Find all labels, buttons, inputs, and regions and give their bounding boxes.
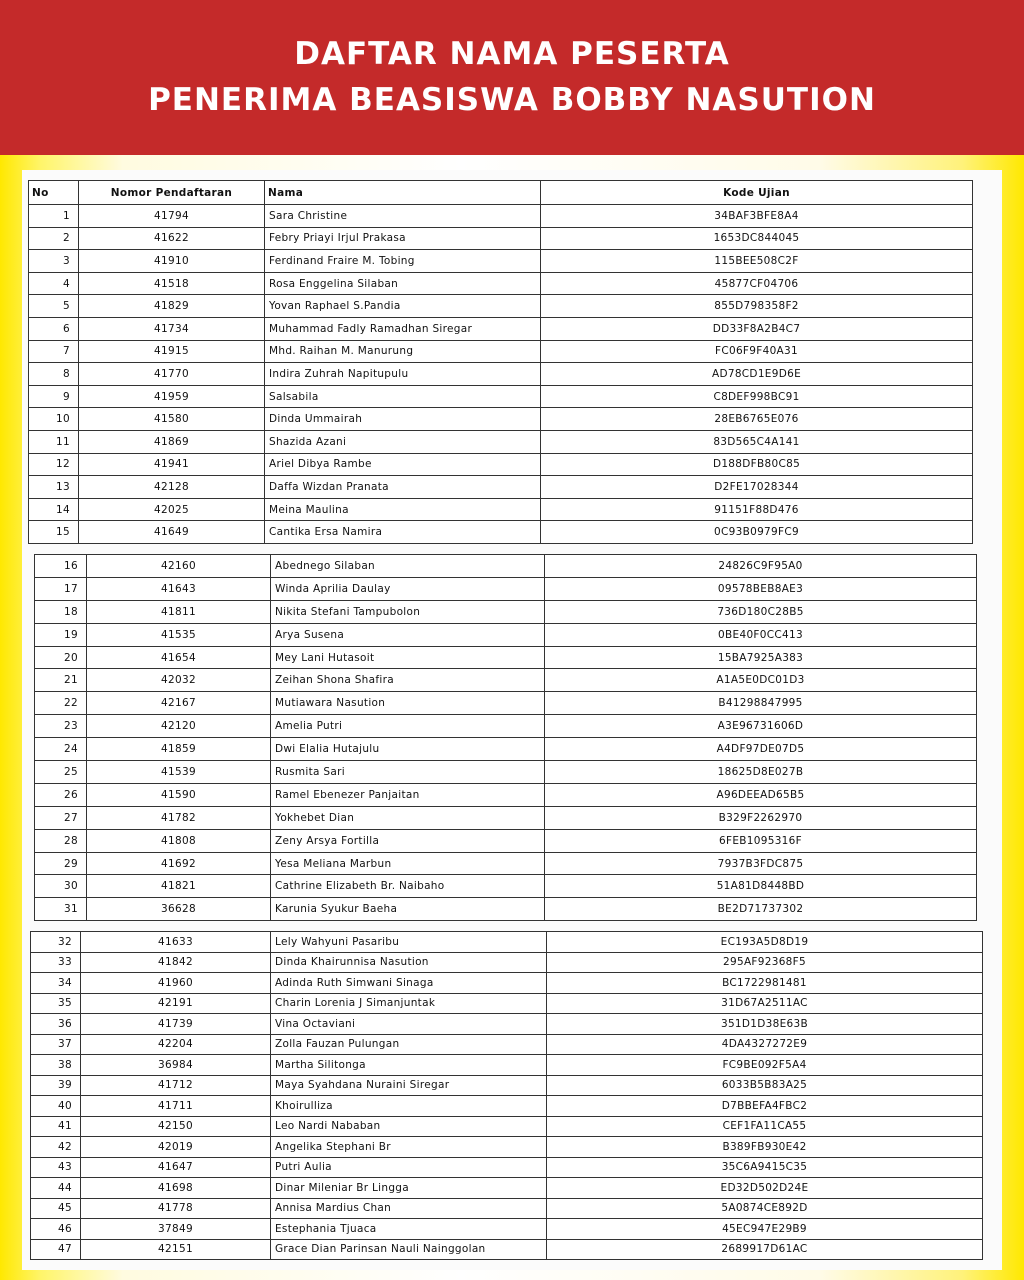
row-no: 4 xyxy=(29,272,79,295)
row-kode-ujian: 35C6A9415C35 xyxy=(547,1157,983,1178)
row-kode-ujian: 1653DC844045 xyxy=(541,227,973,250)
row-nomor-pendaftaran: 37849 xyxy=(81,1219,271,1240)
table-row xyxy=(31,1157,983,1178)
row-kode-ujian: FC06F9F40A31 xyxy=(541,340,973,363)
row-nama: Winda Aprilia Daulay xyxy=(271,577,545,600)
row-nama: Meina Maulina xyxy=(265,498,541,521)
table-row xyxy=(31,973,983,994)
row-kode-ujian: 295AF92368F5 xyxy=(547,952,983,973)
row-kode-ujian: 4DA4327272E9 xyxy=(547,1034,983,1055)
row-no: 47 xyxy=(31,1239,81,1260)
table-row xyxy=(29,272,973,295)
participant-table-section-1 xyxy=(28,180,973,544)
table-row xyxy=(29,205,973,228)
row-nomor-pendaftaran: 41794 xyxy=(79,205,265,228)
row-nomor-pendaftaran: 41821 xyxy=(87,875,271,898)
table-row xyxy=(35,623,977,646)
row-nomor-pendaftaran: 41590 xyxy=(87,783,271,806)
table-row xyxy=(35,761,977,784)
row-no: 41 xyxy=(31,1116,81,1137)
row-no: 6 xyxy=(29,317,79,340)
row-no: 29 xyxy=(35,852,87,875)
row-no: 21 xyxy=(35,669,87,692)
row-nomor-pendaftaran: 41643 xyxy=(87,577,271,600)
row-kode-ujian: 736D180C28B5 xyxy=(545,600,977,623)
table-row xyxy=(31,1055,983,1076)
table-row xyxy=(29,430,973,453)
row-nomor-pendaftaran: 41778 xyxy=(81,1198,271,1219)
row-no: 31 xyxy=(35,898,87,921)
table-row xyxy=(29,363,973,386)
row-nomor-pendaftaran: 42160 xyxy=(87,555,271,578)
row-nomor-pendaftaran: 36628 xyxy=(87,898,271,921)
row-kode-ujian: 28EB6765E076 xyxy=(541,408,973,431)
title-banner xyxy=(0,0,1024,155)
row-kode-ujian: ED32D502D24E xyxy=(547,1178,983,1199)
row-nama: Mutiawara Nasution xyxy=(271,692,545,715)
row-nama: Abednego Silaban xyxy=(271,555,545,578)
row-nomor-pendaftaran: 41518 xyxy=(79,272,265,295)
row-no: 10 xyxy=(29,408,79,431)
table-row xyxy=(29,498,973,521)
row-kode-ujian: 2689917D61AC xyxy=(547,1239,983,1260)
row-no: 45 xyxy=(31,1198,81,1219)
row-kode-ujian: 31D67A2511AC xyxy=(547,993,983,1014)
row-nomor-pendaftaran: 41535 xyxy=(87,623,271,646)
row-no: 38 xyxy=(31,1055,81,1076)
row-nama: Yovan Raphael S.Pandia xyxy=(265,295,541,318)
row-nomor-pendaftaran: 41633 xyxy=(81,932,271,953)
row-kode-ujian: B329F2262970 xyxy=(545,806,977,829)
row-no: 14 xyxy=(29,498,79,521)
row-no: 23 xyxy=(35,715,87,738)
table-row xyxy=(35,600,977,623)
row-kode-ujian: 6033B5B83A25 xyxy=(547,1075,983,1096)
row-kode-ujian: A96DEEAD65B5 xyxy=(545,783,977,806)
row-kode-ujian: AD78CD1E9D6E xyxy=(541,363,973,386)
row-kode-ujian: B41298847995 xyxy=(545,692,977,715)
row-nomor-pendaftaran: 41692 xyxy=(87,852,271,875)
row-nama: Muhammad Fadly Ramadhan Siregar xyxy=(265,317,541,340)
table-row xyxy=(29,453,973,476)
row-kode-ujian: CEF1FA11CA55 xyxy=(547,1116,983,1137)
row-nama: Adinda Ruth Simwani Sinaga xyxy=(271,973,547,994)
row-nama: Annisa Mardius Chan xyxy=(271,1198,547,1219)
row-nomor-pendaftaran: 41739 xyxy=(81,1014,271,1035)
row-kode-ujian: DD33F8A2B4C7 xyxy=(541,317,973,340)
row-kode-ujian: C8DEF998BC91 xyxy=(541,385,973,408)
row-kode-ujian: BC1722981481 xyxy=(547,973,983,994)
row-nomor-pendaftaran: 42167 xyxy=(87,692,271,715)
row-no: 3 xyxy=(29,250,79,273)
row-kode-ujian: 18625D8E027B xyxy=(545,761,977,784)
table-row xyxy=(31,1219,983,1240)
row-kode-ujian: 351D1D38E63B xyxy=(547,1014,983,1035)
row-kode-ujian: D7BBEFA4FBC2 xyxy=(547,1096,983,1117)
row-nama: Yokhebet Dian xyxy=(271,806,545,829)
row-no: 16 xyxy=(35,555,87,578)
row-kode-ujian: B389FB930E42 xyxy=(547,1137,983,1158)
row-nomor-pendaftaran: 42019 xyxy=(81,1137,271,1158)
table-row xyxy=(31,1198,983,1219)
table-row xyxy=(31,1239,983,1260)
row-nomor-pendaftaran: 42128 xyxy=(79,476,265,499)
row-kode-ujian: 5A0874CE892D xyxy=(547,1198,983,1219)
header-nama: Nama xyxy=(265,181,541,205)
table-row xyxy=(29,476,973,499)
row-nama: Rosa Enggelina Silaban xyxy=(265,272,541,295)
table-row xyxy=(29,317,973,340)
row-no: 39 xyxy=(31,1075,81,1096)
row-kode-ujian: A4DF97DE07D5 xyxy=(545,738,977,761)
row-nama: Mey Lani Hutasoit xyxy=(271,646,545,669)
table-row xyxy=(29,250,973,273)
header-nomor-pendaftaran: Nomor Pendaftaran xyxy=(79,181,265,205)
row-nomor-pendaftaran: 41649 xyxy=(79,521,265,544)
table-row xyxy=(35,646,977,669)
row-no: 43 xyxy=(31,1157,81,1178)
table-row xyxy=(29,340,973,363)
row-nama: Ferdinand Fraire M. Tobing xyxy=(265,250,541,273)
row-nama: Charin Lorenia J Simanjuntak xyxy=(271,993,547,1014)
row-nomor-pendaftaran: 42150 xyxy=(81,1116,271,1137)
table-body-section-3 xyxy=(31,932,983,1260)
table-row xyxy=(35,738,977,761)
header-kode-ujian: Kode Ujian xyxy=(541,181,973,205)
table-row xyxy=(29,227,973,250)
row-nomor-pendaftaran: 42120 xyxy=(87,715,271,738)
row-nama: Cathrine Elizabeth Br. Naibaho xyxy=(271,875,545,898)
table-row xyxy=(31,1178,983,1199)
row-nama: Zeihan Shona Shafira xyxy=(271,669,545,692)
row-nama: Febry Priayi Irjul Prakasa xyxy=(265,227,541,250)
row-nomor-pendaftaran: 41698 xyxy=(81,1178,271,1199)
row-kode-ujian: A1A5E0DC01D3 xyxy=(545,669,977,692)
row-nama: Nikita Stefani Tampubolon xyxy=(271,600,545,623)
row-nomor-pendaftaran: 41869 xyxy=(79,430,265,453)
row-nama: Vina Octaviani xyxy=(271,1014,547,1035)
row-kode-ujian: 0C93B0979FC9 xyxy=(541,521,973,544)
row-nomor-pendaftaran: 42025 xyxy=(79,498,265,521)
table-body-section-2 xyxy=(35,555,977,921)
row-no: 25 xyxy=(35,761,87,784)
table-row xyxy=(31,1096,983,1117)
row-nomor-pendaftaran: 41915 xyxy=(79,340,265,363)
row-nama: Leo Nardi Nababan xyxy=(271,1116,547,1137)
row-no: 2 xyxy=(29,227,79,250)
table-row xyxy=(35,875,977,898)
row-no: 36 xyxy=(31,1014,81,1035)
table-row xyxy=(29,408,973,431)
row-nama: Dinar Mileniar Br Lingga xyxy=(271,1178,547,1199)
table-row xyxy=(29,521,973,544)
table-row xyxy=(35,806,977,829)
row-nomor-pendaftaran: 41959 xyxy=(79,385,265,408)
row-no: 30 xyxy=(35,875,87,898)
row-nama: Putri Aulia xyxy=(271,1157,547,1178)
row-nomor-pendaftaran: 41910 xyxy=(79,250,265,273)
row-no: 26 xyxy=(35,783,87,806)
table-row xyxy=(35,898,977,921)
row-no: 44 xyxy=(31,1178,81,1199)
row-nama: Amelia Putri xyxy=(271,715,545,738)
row-no: 42 xyxy=(31,1137,81,1158)
row-nama: Rusmita Sari xyxy=(271,761,545,784)
row-nomor-pendaftaran: 41712 xyxy=(81,1075,271,1096)
row-no: 27 xyxy=(35,806,87,829)
row-kode-ujian: 45EC947E29B9 xyxy=(547,1219,983,1240)
row-nomor-pendaftaran: 41859 xyxy=(87,738,271,761)
row-nama: Zeny Arsya Fortilla xyxy=(271,829,545,852)
row-nama: Angelika Stephani Br xyxy=(271,1137,547,1158)
row-nomor-pendaftaran: 41647 xyxy=(81,1157,271,1178)
row-nomor-pendaftaran: 41622 xyxy=(79,227,265,250)
row-no: 11 xyxy=(29,430,79,453)
row-nama: Dinda Khairunnisa Nasution xyxy=(271,952,547,973)
table-row xyxy=(31,1014,983,1035)
table-row xyxy=(31,1116,983,1137)
row-kode-ujian: 45877CF04706 xyxy=(541,272,973,295)
row-nomor-pendaftaran: 41782 xyxy=(87,806,271,829)
row-kode-ujian: EC193A5D8D19 xyxy=(547,932,983,953)
row-kode-ujian: 6FEB1095316F xyxy=(545,829,977,852)
table-row xyxy=(35,692,977,715)
row-nama: Sara Christine xyxy=(265,205,541,228)
row-nama: Maya Syahdana Nuraini Siregar xyxy=(271,1075,547,1096)
row-nama: Dwi Elalia Hutajulu xyxy=(271,738,545,761)
row-nama: Indira Zuhrah Napitupulu xyxy=(265,363,541,386)
row-kode-ujian: FC9BE092F5A4 xyxy=(547,1055,983,1076)
row-nama: Arya Susena xyxy=(271,623,545,646)
row-no: 20 xyxy=(35,646,87,669)
row-no: 17 xyxy=(35,577,87,600)
row-nomor-pendaftaran: 41941 xyxy=(79,453,265,476)
row-nomor-pendaftaran: 41811 xyxy=(87,600,271,623)
row-nama: Estephania Tjuaca xyxy=(271,1219,547,1240)
table-row xyxy=(35,852,977,875)
row-kode-ujian: 34BAF3BFE8A4 xyxy=(541,205,973,228)
row-kode-ujian: 51A81D8448BD xyxy=(545,875,977,898)
row-nama: Dinda Ummairah xyxy=(265,408,541,431)
row-nomor-pendaftaran: 41654 xyxy=(87,646,271,669)
header-no: No xyxy=(29,181,79,205)
row-no: 46 xyxy=(31,1219,81,1240)
row-nama: Ramel Ebenezer Panjaitan xyxy=(271,783,545,806)
row-nama: Shazida Azani xyxy=(265,430,541,453)
table-row xyxy=(35,577,977,600)
table-row xyxy=(29,385,973,408)
row-nama: Salsabila xyxy=(265,385,541,408)
row-nomor-pendaftaran: 41734 xyxy=(79,317,265,340)
row-nama: Daffa Wizdan Pranata xyxy=(265,476,541,499)
row-kode-ujian: 855D798358F2 xyxy=(541,295,973,318)
row-nomor-pendaftaran: 41580 xyxy=(79,408,265,431)
row-no: 35 xyxy=(31,993,81,1014)
row-no: 22 xyxy=(35,692,87,715)
row-nomor-pendaftaran: 41808 xyxy=(87,829,271,852)
row-no: 24 xyxy=(35,738,87,761)
row-nama: Zolla Fauzan Pulungan xyxy=(271,1034,547,1055)
row-no: 28 xyxy=(35,829,87,852)
table-row xyxy=(35,783,977,806)
row-no: 1 xyxy=(29,205,79,228)
row-no: 40 xyxy=(31,1096,81,1117)
row-no: 19 xyxy=(35,623,87,646)
table-row xyxy=(31,952,983,973)
participant-table-section-3 xyxy=(30,931,983,1260)
table-row xyxy=(31,1075,983,1096)
row-kode-ujian: 7937B3FDC875 xyxy=(545,852,977,875)
table-row xyxy=(31,932,983,953)
row-no: 7 xyxy=(29,340,79,363)
row-nomor-pendaftaran: 41842 xyxy=(81,952,271,973)
row-kode-ujian: A3E96731606D xyxy=(545,715,977,738)
table-row xyxy=(29,295,973,318)
row-nomor-pendaftaran: 41829 xyxy=(79,295,265,318)
table-row xyxy=(31,993,983,1014)
row-nomor-pendaftaran: 42032 xyxy=(87,669,271,692)
table-body-section-1 xyxy=(29,205,973,544)
row-no: 32 xyxy=(31,932,81,953)
row-nomor-pendaftaran: 41711 xyxy=(81,1096,271,1117)
row-kode-ujian: 24826C9F95A0 xyxy=(545,555,977,578)
table-header-row xyxy=(29,181,973,205)
row-no: 12 xyxy=(29,453,79,476)
table-row xyxy=(31,1034,983,1055)
row-nomor-pendaftaran: 41770 xyxy=(79,363,265,386)
row-nama: Karunia Syukur Baeha xyxy=(271,898,545,921)
participant-table-section-2 xyxy=(34,554,977,921)
row-nama: Martha Silitonga xyxy=(271,1055,547,1076)
title-line-2: PENERIMA BEASISWA BOBBY NASUTION xyxy=(148,82,876,118)
row-nama: Cantika Ersa Namira xyxy=(265,521,541,544)
table-row xyxy=(31,1137,983,1158)
row-no: 15 xyxy=(29,521,79,544)
row-nomor-pendaftaran: 36984 xyxy=(81,1055,271,1076)
table-row xyxy=(35,829,977,852)
row-nama: Ariel Dibya Rambe xyxy=(265,453,541,476)
row-nomor-pendaftaran: 42204 xyxy=(81,1034,271,1055)
table-row xyxy=(35,715,977,738)
title-line-1: DAFTAR NAMA PESERTA xyxy=(294,36,730,72)
row-kode-ujian: 0BE40F0CC413 xyxy=(545,623,977,646)
row-no: 18 xyxy=(35,600,87,623)
row-nama: Grace Dian Parinsan Nauli Nainggolan xyxy=(271,1239,547,1260)
row-kode-ujian: 83D565C4A141 xyxy=(541,430,973,453)
row-nomor-pendaftaran: 41539 xyxy=(87,761,271,784)
row-kode-ujian: BE2D71737302 xyxy=(545,898,977,921)
row-kode-ujian: D2FE17028344 xyxy=(541,476,973,499)
row-nomor-pendaftaran: 42151 xyxy=(81,1239,271,1260)
row-no: 33 xyxy=(31,952,81,973)
row-kode-ujian: 115BEE508C2F xyxy=(541,250,973,273)
row-no: 37 xyxy=(31,1034,81,1055)
row-no: 34 xyxy=(31,973,81,994)
row-no: 13 xyxy=(29,476,79,499)
row-nama: Khoirulliza xyxy=(271,1096,547,1117)
row-nama: Yesa Meliana Marbun xyxy=(271,852,545,875)
row-nomor-pendaftaran: 41960 xyxy=(81,973,271,994)
table-row xyxy=(35,669,977,692)
row-no: 5 xyxy=(29,295,79,318)
row-kode-ujian: 09578BEB8AE3 xyxy=(545,577,977,600)
row-kode-ujian: D188DFB80C85 xyxy=(541,453,973,476)
row-nomor-pendaftaran: 42191 xyxy=(81,993,271,1014)
row-no: 9 xyxy=(29,385,79,408)
row-nama: Mhd. Raihan M. Manurung xyxy=(265,340,541,363)
row-nama: Lely Wahyuni Pasaribu xyxy=(271,932,547,953)
row-kode-ujian: 91151F88D476 xyxy=(541,498,973,521)
table-row xyxy=(35,555,977,578)
row-kode-ujian: 15BA7925A383 xyxy=(545,646,977,669)
row-no: 8 xyxy=(29,363,79,386)
